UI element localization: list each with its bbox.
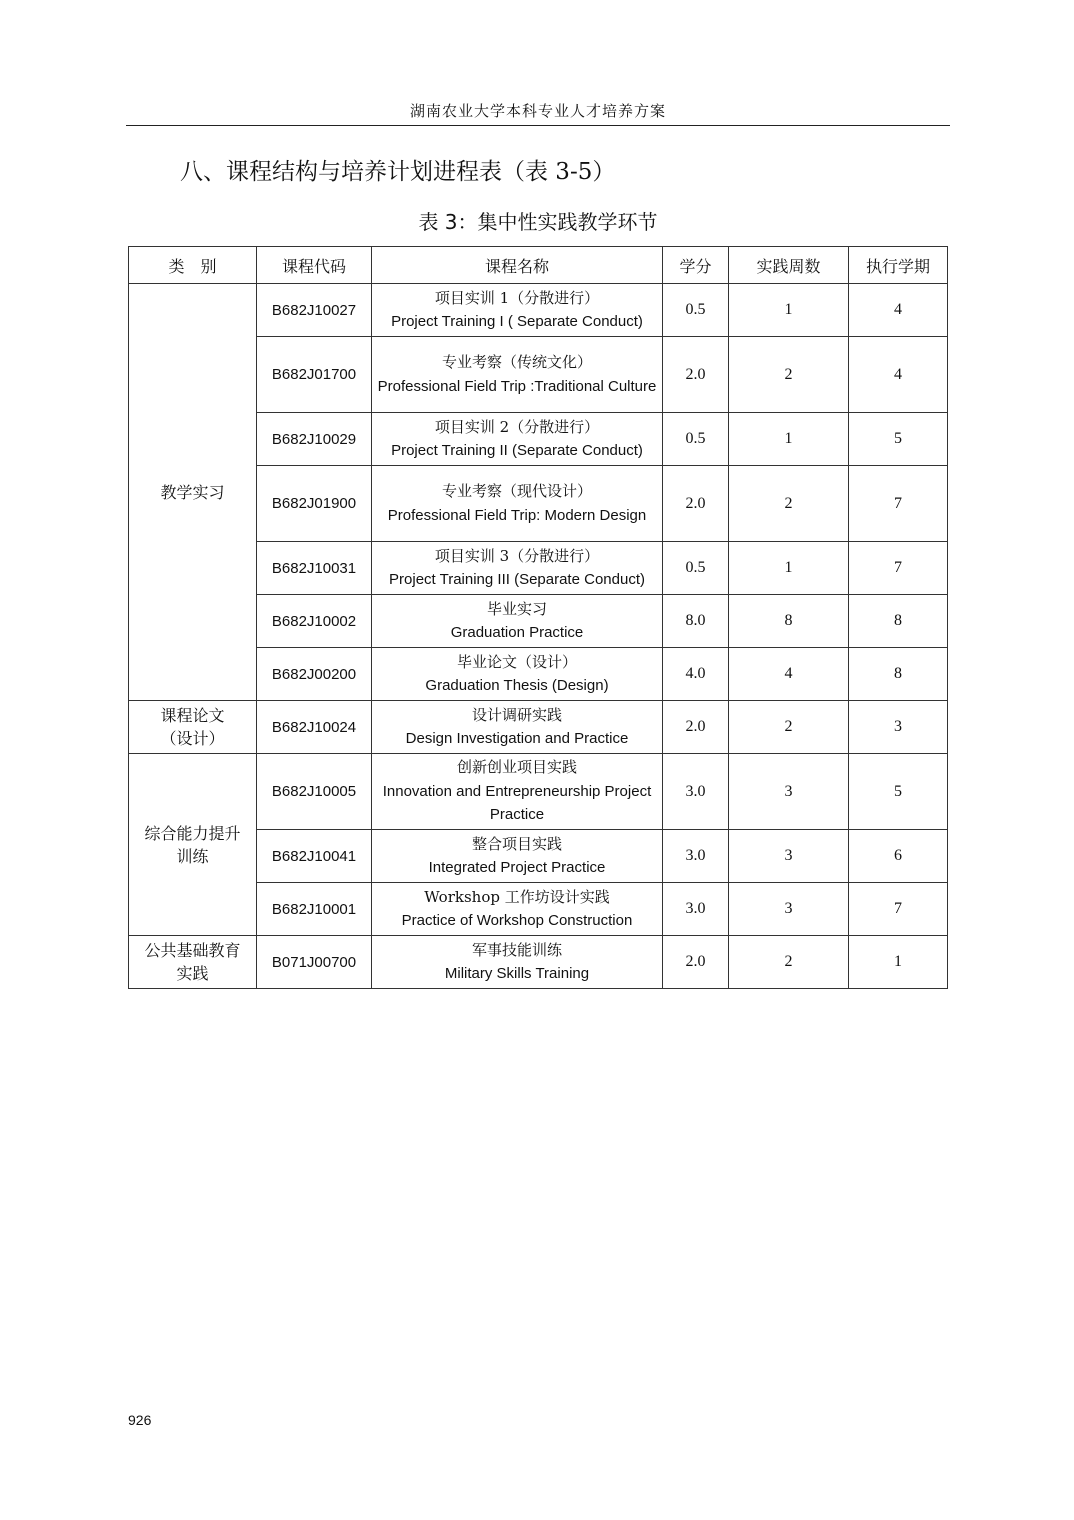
course-name-zh: 毕业实习 bbox=[486, 599, 547, 618]
course-name-en: Graduation Practice bbox=[450, 624, 584, 641]
category-cell bbox=[129, 754, 257, 936]
header-weeks: 实践周数 bbox=[729, 247, 849, 284]
course-name-en: Professional Field Trip: Modern Design bbox=[387, 506, 647, 524]
course-name bbox=[372, 936, 663, 989]
course-code: B682J01900 bbox=[257, 466, 372, 542]
course-code: B682J10027 bbox=[257, 284, 372, 337]
course-weeks: 3 bbox=[729, 830, 849, 883]
course-code: B682J10024 bbox=[257, 701, 372, 754]
course-name-zh: 项目实训 3（分散进行） bbox=[434, 546, 600, 565]
header-semester: 执行学期 bbox=[849, 247, 948, 284]
course-name bbox=[372, 883, 663, 936]
course-name-en: Practice of Workshop Construction bbox=[401, 912, 633, 929]
course-weeks: 1 bbox=[729, 542, 849, 595]
course-code: B071J00700 bbox=[257, 936, 372, 989]
page-number: 926 bbox=[128, 1412, 152, 1428]
course-name-zh: 专业考察（现代设计） bbox=[441, 482, 592, 500]
course-weeks: 3 bbox=[729, 754, 849, 830]
course-semester: 4 bbox=[849, 284, 948, 337]
course-semester: 8 bbox=[849, 595, 948, 648]
course-code: B682J00200 bbox=[257, 648, 372, 701]
header-code: 课程代码 bbox=[257, 247, 372, 284]
table-header-row bbox=[129, 247, 948, 284]
course-name bbox=[372, 830, 663, 883]
course-name-zh: 项目实训 2（分散进行） bbox=[434, 417, 600, 436]
header-name: 课程名称 bbox=[372, 247, 663, 284]
course-semester: 6 bbox=[849, 830, 948, 883]
course-credit: 2.0 bbox=[663, 466, 729, 542]
course-semester: 5 bbox=[849, 754, 948, 830]
course-name-en: Project Training I ( Separate Conduct) bbox=[391, 313, 643, 330]
course-name-en: Professional Field Trip :Traditional Culture bbox=[377, 377, 657, 395]
course-code: B682J10029 bbox=[257, 413, 372, 466]
category-label-line1: 公共基础教育 bbox=[144, 941, 241, 960]
course-name-zh: Workshop 工作坊设计实践 bbox=[424, 887, 610, 906]
course-code: B682J01700 bbox=[257, 337, 372, 413]
course-weeks: 2 bbox=[729, 337, 849, 413]
course-name-zh: 设计调研实践 bbox=[471, 705, 562, 724]
course-name-en: Graduation Thesis (Design) bbox=[425, 677, 609, 694]
course-semester: 8 bbox=[849, 648, 948, 701]
course-name bbox=[372, 466, 663, 542]
course-name-zh: 项目实训 1（分散进行） bbox=[434, 288, 600, 307]
practice-table bbox=[128, 246, 948, 989]
table-row bbox=[129, 701, 948, 754]
course-weeks: 4 bbox=[729, 648, 849, 701]
course-name bbox=[372, 413, 663, 466]
category-cell bbox=[129, 701, 257, 754]
table-row bbox=[129, 936, 948, 989]
course-semester: 7 bbox=[849, 542, 948, 595]
course-weeks: 3 bbox=[729, 883, 849, 936]
course-semester: 7 bbox=[849, 466, 948, 542]
course-weeks: 2 bbox=[729, 466, 849, 542]
course-name-zh: 毕业论文（设计） bbox=[456, 652, 577, 671]
category-cell bbox=[129, 284, 257, 701]
course-code: B682J10001 bbox=[257, 883, 372, 936]
course-name bbox=[372, 754, 663, 830]
course-code: B682J10002 bbox=[257, 595, 372, 648]
course-weeks: 8 bbox=[729, 595, 849, 648]
course-credit: 3.0 bbox=[663, 883, 729, 936]
course-credit: 0.5 bbox=[663, 284, 729, 337]
course-name-en: Innovation and Entrepreneurship Project Practice bbox=[382, 782, 652, 824]
course-semester: 5 bbox=[849, 413, 948, 466]
course-name-en: Military Skills Training bbox=[444, 965, 590, 982]
category-label-line1: 课程论文 bbox=[160, 706, 225, 725]
course-name-zh: 创新创业项目实践 bbox=[456, 758, 577, 777]
section-heading: 八、课程结构与培养计划进程表（表 3-5） bbox=[180, 159, 616, 185]
course-code: B682J10041 bbox=[257, 830, 372, 883]
course-name bbox=[372, 648, 663, 701]
category-label-line2: 实践 bbox=[176, 964, 209, 983]
category-label-line2: （设计） bbox=[160, 729, 225, 748]
category-label-line1: 综合能力提升 bbox=[144, 823, 241, 843]
category-cell bbox=[129, 936, 257, 989]
course-weeks: 1 bbox=[729, 284, 849, 337]
course-name bbox=[372, 595, 663, 648]
header-category: 类 别 bbox=[129, 247, 257, 284]
course-credit: 0.5 bbox=[663, 413, 729, 466]
course-name bbox=[372, 542, 663, 595]
course-name-zh: 整合项目实践 bbox=[471, 834, 562, 853]
course-name bbox=[372, 337, 663, 413]
course-code: B682J10031 bbox=[257, 542, 372, 595]
category-label-line2: 训练 bbox=[176, 846, 209, 866]
course-credit: 2.0 bbox=[663, 936, 729, 989]
course-credit: 3.0 bbox=[663, 754, 729, 830]
course-semester: 7 bbox=[849, 883, 948, 936]
course-weeks: 2 bbox=[729, 936, 849, 989]
course-credit: 2.0 bbox=[663, 337, 729, 413]
course-name-en: Project Training III (Separate Conduct) bbox=[389, 571, 645, 588]
table-row bbox=[129, 284, 948, 337]
course-credit: 8.0 bbox=[663, 595, 729, 648]
running-header: 湖南农业大学本科专业人才培养方案 bbox=[409, 102, 666, 120]
course-weeks: 2 bbox=[729, 701, 849, 754]
course-name-zh: 专业考察（传统文化） bbox=[441, 353, 592, 371]
course-credit: 2.0 bbox=[663, 701, 729, 754]
table-title: 表 3：集中性实践教学环节 bbox=[418, 210, 658, 234]
course-semester: 4 bbox=[849, 337, 948, 413]
course-code: B682J10005 bbox=[257, 754, 372, 830]
course-name-zh: 军事技能训练 bbox=[471, 940, 562, 959]
category-label: 教学实习 bbox=[160, 482, 225, 502]
course-name bbox=[372, 284, 663, 337]
course-name bbox=[372, 701, 663, 754]
course-credit: 0.5 bbox=[663, 542, 729, 595]
course-name-en: Integrated Project Practice bbox=[428, 859, 606, 876]
course-name-en: Project Training II (Separate Conduct) bbox=[391, 442, 643, 459]
course-name-en: Design Investigation and Practice bbox=[405, 730, 629, 747]
course-semester: 1 bbox=[849, 936, 948, 989]
header-rule bbox=[126, 125, 950, 126]
course-semester: 3 bbox=[849, 701, 948, 754]
course-credit: 3.0 bbox=[663, 830, 729, 883]
header-credit: 学分 bbox=[663, 247, 729, 284]
course-credit: 4.0 bbox=[663, 648, 729, 701]
course-weeks: 1 bbox=[729, 413, 849, 466]
table-row bbox=[129, 754, 948, 830]
